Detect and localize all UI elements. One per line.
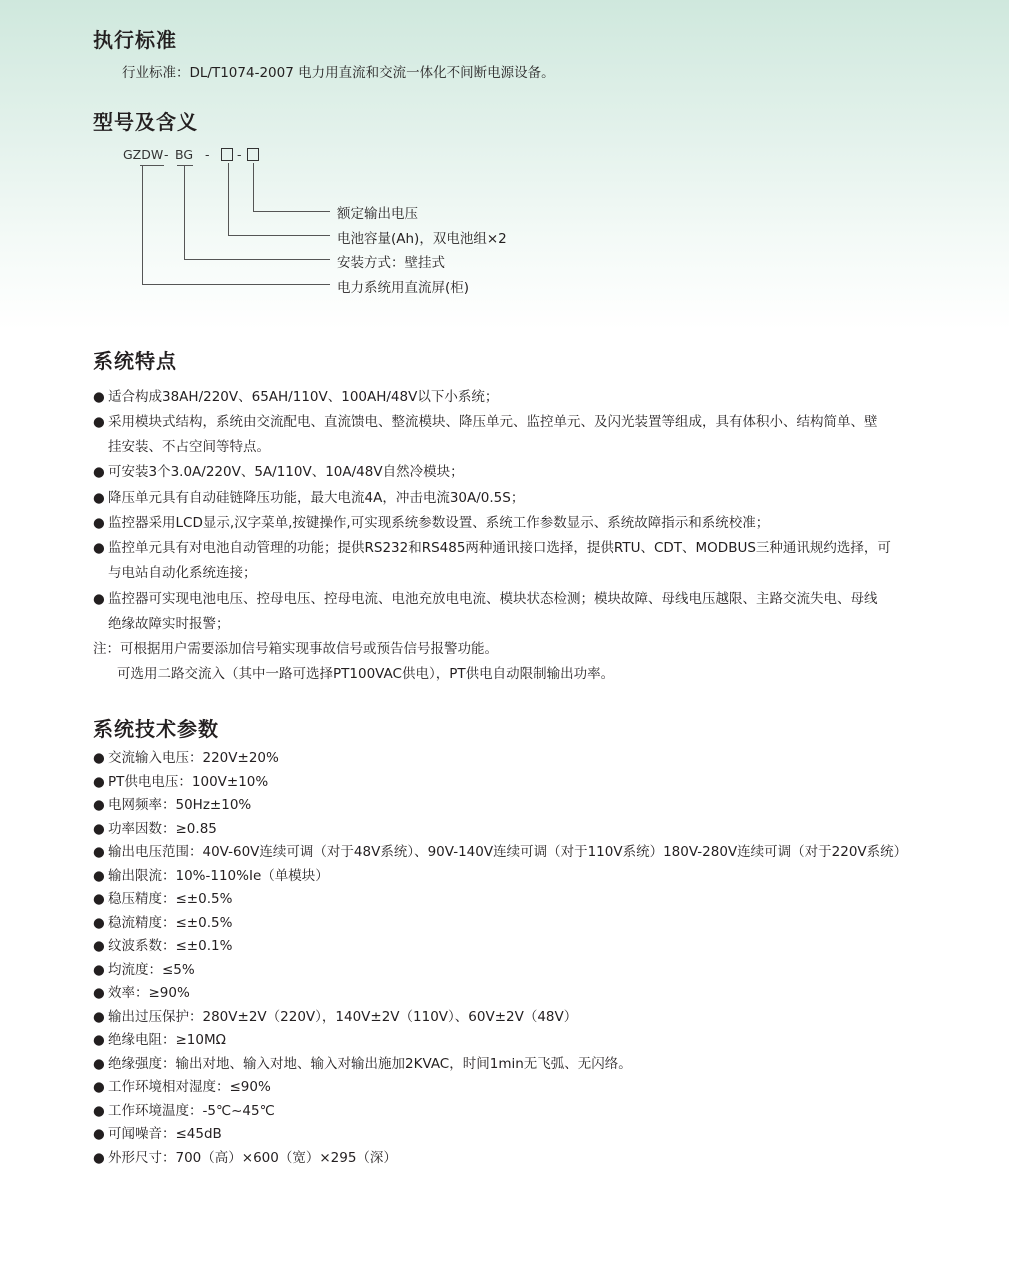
list-item-text: 采用模块式结构，系统由交流配电、直流馈电、整流模块、降压单元、监控单元、及闪光装置等组成，具有体积小、结构简单、壁 — [108, 414, 878, 430]
standard-text: 行业标准：DL/T1074-2007 电力用直流和交流一体化不间断电源设备。 — [122, 65, 555, 81]
bullet-icon: ● — [93, 820, 105, 837]
bullet-icon: ● — [93, 389, 105, 405]
meaning-install-method: 安装方式：壁挂式 — [337, 255, 445, 271]
list-item — [93, 587, 878, 612]
list-item — [93, 536, 891, 561]
model-placeholder-capacity — [221, 148, 233, 161]
model-separator: - — [205, 147, 210, 162]
list-item-text: 监控器可实现电池电压、控母电压、控母电流、电池充放电电流、模块状态检测；模块故障、母线电压越限、主路交流失电、母线 — [108, 591, 878, 607]
param-item-text: 纹波系数：≤±0.1% — [108, 938, 233, 954]
param-item — [93, 1122, 222, 1147]
param-item-text: 绝缘电阻：≥10MΩ — [108, 1032, 226, 1048]
param-item-text: 外形尺寸：700（高）×600（宽）×295（深） — [108, 1149, 397, 1166]
param-item-text: 工作环境相对湿度：≤90% — [108, 1079, 271, 1095]
param-item-text: 均流度：≤5% — [108, 961, 195, 978]
param-item-text: PT供电电压：100V±10% — [108, 773, 269, 790]
list-item-continuation: 与电站自动化系统连接； — [108, 565, 257, 581]
leader-system-h — [142, 284, 330, 285]
param-item-text: 工作环境温度：-5℃~45℃ — [108, 1102, 275, 1119]
param-item-text: 功率因数：≥0.85 — [108, 820, 217, 837]
param-item-text: 输出电压范围：40V-60V连续可调（对于48V系统）、90V-140V连续可调（对于110V系统）180V-280V连续可调（对于220V系统） — [108, 844, 908, 860]
bullet-icon: ● — [93, 414, 105, 430]
model-prefix-gzdw: GZDW — [123, 147, 164, 162]
bullet-icon: ● — [93, 938, 105, 954]
bullet-icon: ● — [93, 1055, 105, 1072]
list-item — [93, 511, 769, 536]
underline-bg — [177, 165, 193, 166]
bullet-icon: ● — [93, 985, 105, 1001]
bullet-icon: ● — [93, 1102, 105, 1119]
param-item — [93, 1075, 271, 1100]
list-item-text: 降压单元具有自动硅链降压功能，最大电流4A，冲击电流30A/0.5S； — [108, 490, 525, 506]
param-item-text: 稳压精度：≤±0.5% — [108, 891, 233, 907]
model-prefix-bg: BG — [175, 147, 194, 162]
param-item — [93, 958, 195, 983]
list-item — [93, 385, 498, 410]
param-item — [93, 840, 907, 865]
bullet-icon: ● — [93, 515, 105, 531]
param-item-text: 电网频率：50Hz±10% — [108, 797, 252, 813]
param-item — [93, 746, 279, 771]
model-heading: 型号及含义 — [93, 110, 198, 134]
list-item-continuation: 挂安装、不占空间等特点。 — [108, 439, 270, 455]
features-heading: 系统特点 — [93, 349, 177, 373]
param-item — [93, 817, 217, 842]
param-item-text: 效率：≥90% — [108, 985, 190, 1001]
bullet-icon: ● — [93, 891, 105, 907]
bullet-icon: ● — [93, 540, 105, 556]
bullet-icon: ● — [93, 867, 105, 884]
note-line-2: 可选用二路交流入（其中一路可选择PT100VAC供电），PT供电自动限制输出功率。 — [117, 666, 615, 682]
list-item-text: 可安装3个3.0A/220V、5A/110V、10A/48V自然冷模块； — [108, 464, 464, 480]
model-separator: - — [164, 147, 169, 162]
leader-capacity-v — [228, 163, 229, 236]
bullet-icon: ● — [93, 591, 105, 607]
bullet-icon: ● — [93, 797, 105, 813]
param-item-text: 绝缘强度：输出对地、输入对地、输入对输出施加2KVAC，时间1min无飞弧、无闪络。 — [108, 1055, 632, 1072]
param-item — [93, 864, 329, 889]
meaning-battery-capacity: 电池容量(Ah)，双电池组×2 — [337, 231, 507, 247]
param-item — [93, 1005, 577, 1030]
bullet-icon: ● — [93, 1079, 105, 1095]
list-item-text: 适合构成38AH/220V、65AH/110V、100AH/48V以下小系统； — [108, 389, 499, 405]
meaning-system-type: 电力系统用直流屏(柜) — [337, 280, 470, 296]
bullet-icon: ● — [93, 464, 105, 480]
note-line-1: 注：可根据用户需要添加信号箱实现事故信号或预告信号报警功能。 — [93, 641, 498, 657]
param-item — [93, 1146, 397, 1171]
list-item — [93, 460, 464, 485]
bullet-icon: ● — [93, 1032, 105, 1048]
bullet-icon: ● — [93, 1126, 105, 1142]
leader-system-v — [142, 166, 143, 285]
param-item — [93, 1052, 632, 1077]
list-item-continuation: 绝缘故障实时报警； — [108, 616, 230, 632]
param-item-text: 可闻噪音：≤45dB — [108, 1126, 222, 1142]
bullet-icon: ● — [93, 1149, 105, 1166]
underline-gzdw — [140, 165, 164, 166]
param-item-text: 稳流精度：≤±0.5% — [108, 914, 233, 931]
param-item — [93, 981, 190, 1006]
list-item-text: 监控单元具有对电池自动管理的功能；提供RS232和RS485两种通讯接口选择，提供RTU、CDT、MODBUS三种通讯规约选择，可 — [108, 540, 891, 556]
standard-heading: 执行标准 — [93, 28, 177, 52]
bullet-icon: ● — [93, 844, 105, 860]
param-item — [93, 934, 232, 959]
list-item — [93, 486, 524, 511]
leader-voltage-v — [253, 163, 254, 212]
leader-voltage-h — [253, 211, 330, 212]
param-item — [93, 1028, 226, 1053]
bullet-icon: ● — [93, 750, 105, 766]
bullet-icon: ● — [93, 490, 105, 506]
leader-install-v — [184, 166, 185, 260]
bullet-icon: ● — [93, 773, 105, 790]
param-item — [93, 911, 232, 936]
leader-capacity-h — [228, 235, 330, 236]
param-item-text: 交流输入电压：220V±20% — [108, 750, 279, 766]
model-separator: - — [237, 147, 242, 162]
list-item-text: 监控器采用LCD显示,汉字菜单,按键操作,可实现系统参数设置、系统工作参数显示、系统故障指示和系统校准； — [108, 515, 770, 531]
bullet-icon: ● — [93, 914, 105, 931]
meaning-rated-voltage: 额定输出电压 — [337, 206, 418, 222]
leader-install-h — [184, 259, 330, 260]
param-item — [93, 1099, 275, 1124]
param-item — [93, 887, 232, 912]
param-item — [93, 793, 251, 818]
params-heading: 系统技术参数 — [93, 717, 219, 741]
param-item-text: 输出过压保护：280V±2V（220V），140V±2V（110V）、60V±2V（48V） — [108, 1008, 578, 1025]
param-item-text: 输出限流：10%-110%Ie（单模块） — [108, 867, 329, 884]
model-placeholder-voltage — [247, 148, 259, 161]
bullet-icon: ● — [93, 1008, 105, 1025]
bullet-icon: ● — [93, 961, 105, 978]
param-item — [93, 770, 268, 795]
list-item — [93, 410, 878, 435]
